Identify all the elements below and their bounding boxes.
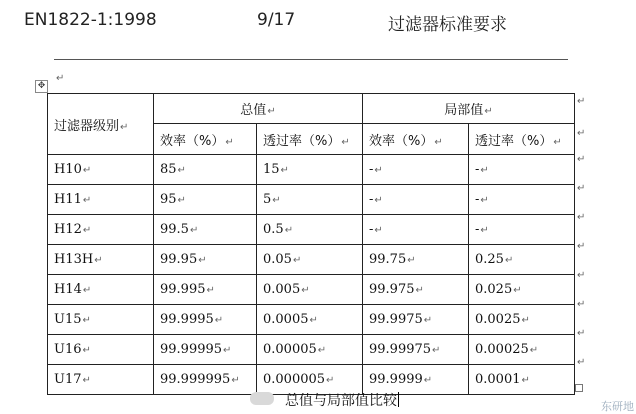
watermark: 东研地 (601, 400, 634, 413)
table-cell: 0.0025↵ (469, 305, 575, 335)
table-row (48, 215, 575, 245)
table-cell: 99.9999↵ (363, 365, 469, 395)
row-end-mark: ↵ (577, 328, 586, 339)
row-end-mark: ↵ (577, 128, 586, 139)
header-rule (54, 59, 568, 60)
table-cell: 0.0001↵ (469, 365, 575, 395)
table-row (48, 275, 575, 305)
table-row (48, 185, 575, 215)
page-number: 9/17 (257, 10, 296, 30)
table-cell: H14↵ (48, 275, 154, 305)
table-cell: 85↵ (154, 155, 257, 185)
row-end-mark: ↵ (577, 299, 586, 310)
table-cell: 99.75↵ (363, 245, 469, 275)
table-resize-handle[interactable] (575, 384, 583, 392)
table-cell: -↵ (469, 185, 575, 215)
table-cell: 99.99975↵ (363, 335, 469, 365)
standard-number: EN1822-1:1998 (24, 10, 157, 30)
local-penetration-header: 透过率（%）↵ (469, 124, 575, 155)
table-cell: 0.005↵ (257, 275, 363, 305)
table-cell: 0.00025↵ (469, 335, 575, 365)
table-cell: -↵ (363, 185, 469, 215)
page-title: 过滤器标准要求 (388, 15, 507, 35)
row-end-mark: ↵ (577, 212, 586, 223)
table-cell: 0.05↵ (257, 245, 363, 275)
table-row (48, 155, 575, 185)
table-cell: 95↵ (154, 185, 257, 215)
class-header-label: 过滤器级别 (54, 118, 120, 134)
table-cell: 99.975↵ (363, 275, 469, 305)
table-header-row (48, 94, 575, 124)
text-cursor (398, 392, 399, 407)
table-cell: 0.00005↵ (257, 335, 363, 365)
table-row (48, 305, 575, 335)
table-cell: 99.9995↵ (154, 305, 257, 335)
table-cell: -↵ (469, 215, 575, 245)
table-cell: 0.0005↵ (257, 305, 363, 335)
table-cell: -↵ (469, 155, 575, 185)
table-cell: 99.995↵ (154, 275, 257, 305)
row-end-mark: ↵ (577, 154, 586, 165)
total-penetration-header: 透过率（%）↵ (257, 124, 363, 155)
filter-class-table (47, 93, 575, 395)
table-cell: U16↵ (48, 335, 154, 365)
table-cell: 99.99995↵ (154, 335, 257, 365)
table-cell: 99.9975↵ (363, 305, 469, 335)
table-cell: H10↵ (48, 155, 154, 185)
total-group-label: 总值 (240, 103, 267, 118)
row-end-mark: ↵ (577, 96, 586, 107)
blurred-image-icon (250, 392, 274, 405)
table-cell: H12↵ (48, 215, 154, 245)
table-cell: U15↵ (48, 305, 154, 335)
row-end-mark: ↵ (577, 241, 586, 252)
total-group-header: 总值↵ (154, 94, 363, 124)
local-group-label: 局部值 (444, 103, 484, 118)
table-cell: 99.5↵ (154, 215, 257, 245)
table-cell: 0.25↵ (469, 245, 575, 275)
table-cell: H11↵ (48, 185, 154, 215)
table-cell: 0.5↵ (257, 215, 363, 245)
table-caption[interactable]: 总值与局部值比较 (285, 393, 397, 409)
table-move-handle-icon[interactable]: ✥ (35, 80, 48, 93)
table-cell: -↵ (363, 155, 469, 185)
table-cell: -↵ (363, 215, 469, 245)
table-row (48, 245, 575, 275)
table-cell: 99.999995↵ (154, 365, 257, 395)
class-header: 过滤器级别↵ (48, 94, 154, 155)
row-end-mark: ↵ (577, 183, 586, 194)
paragraph-mark: ↵ (56, 73, 65, 84)
table-cell: 0.000005↵ (257, 365, 363, 395)
table-cell: U17↵ (48, 365, 154, 395)
table-cell: 15↵ (257, 155, 363, 185)
table-cell: 0.025↵ (469, 275, 575, 305)
local-group-header: 局部值↵ (363, 94, 575, 124)
local-efficiency-header: 效率（%）↵ (363, 124, 469, 155)
table-row (48, 335, 575, 365)
table-cell: 99.95↵ (154, 245, 257, 275)
total-efficiency-header: 效率（%）↵ (154, 124, 257, 155)
table-cell: 5↵ (257, 185, 363, 215)
row-end-mark: ↵ (577, 357, 586, 368)
table-cell: H13H↵ (48, 245, 154, 275)
row-end-mark: ↵ (577, 270, 586, 281)
